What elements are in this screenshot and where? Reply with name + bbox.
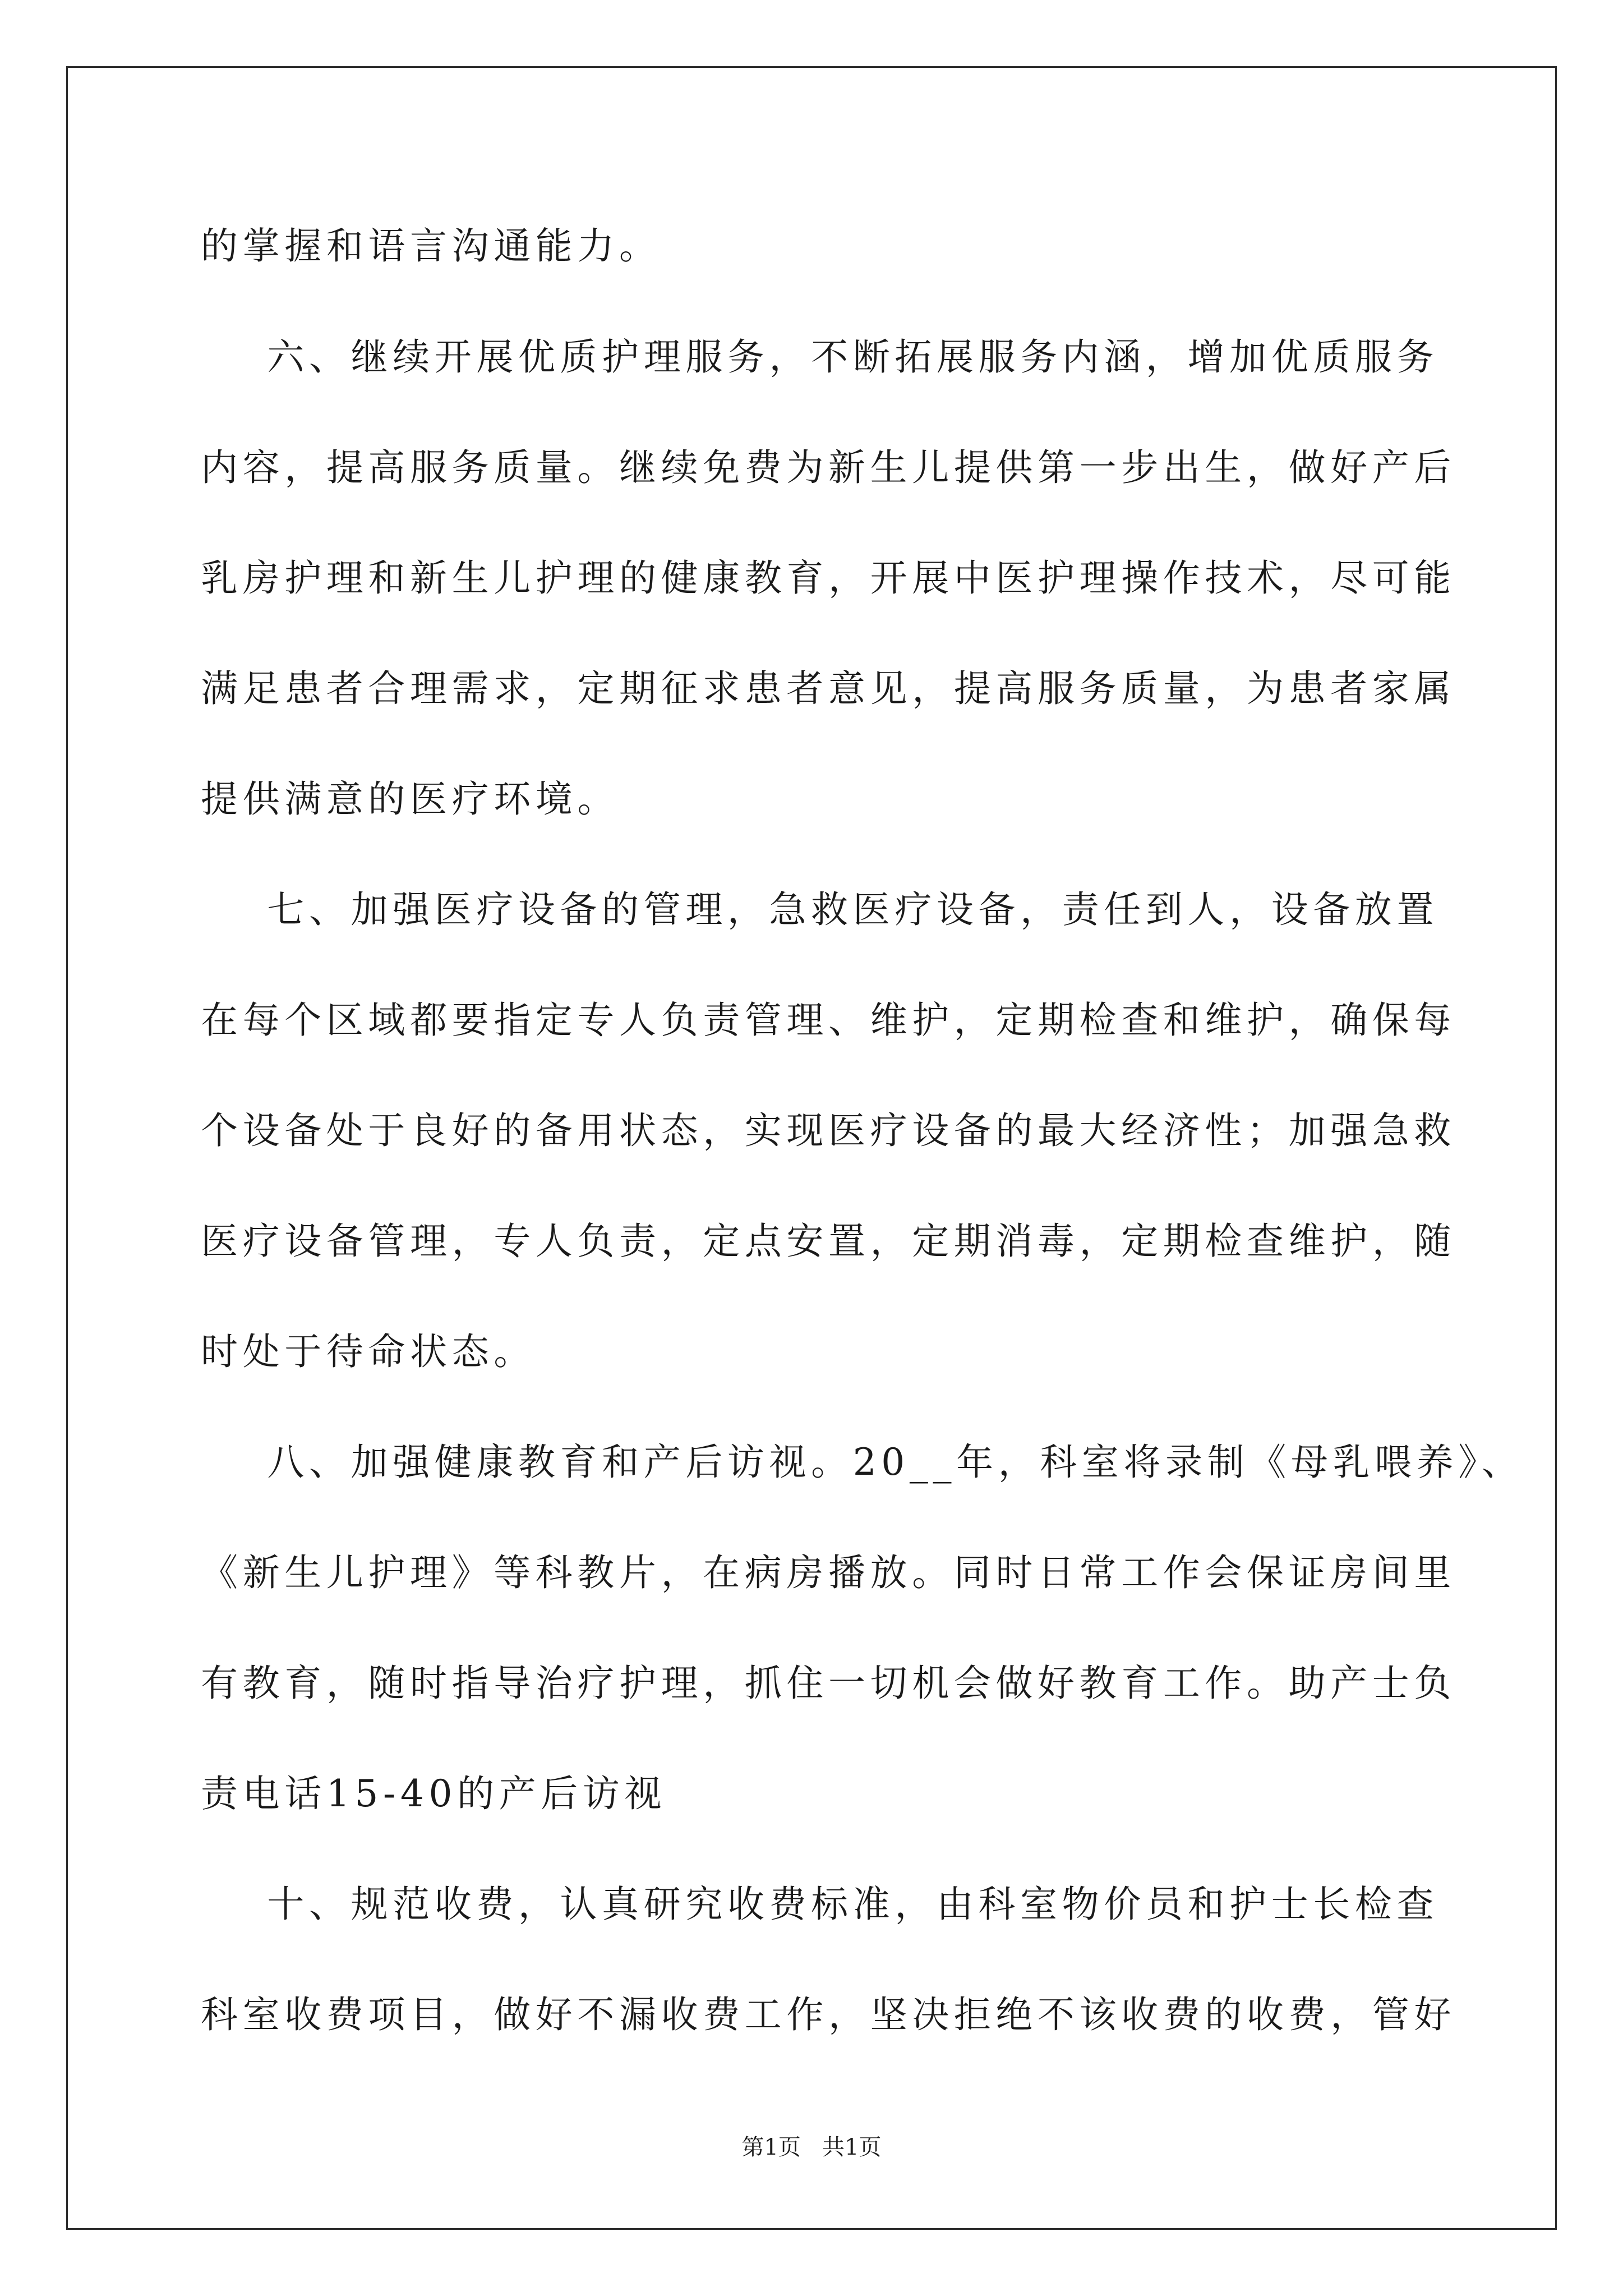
text-line: 八、加强健康教育和产后访视。20__年，科室将录制《母乳喂养》、 (201, 1441, 1524, 1484)
text-line: 的掌握和语言沟通能力。 (201, 224, 661, 268)
text-line: 个设备处于良好的备用状态，实现医疗设备的最大经济性；加强急救 (201, 1109, 1456, 1152)
text-line: 有教育，随时指导治疗护理，抓住一切机会做好教育工作。助产士负 (201, 1662, 1456, 1705)
text-line: 内容，提高服务质量。继续免费为新生儿提供第一步出生，做好产后 (201, 446, 1456, 489)
text-line: 十、规范收费，认真研究收费标准，由科室物价员和护士长检查 (201, 1883, 1439, 1926)
text-line: 时处于待命状态。 (201, 1330, 536, 1373)
text-line: 责电话15-40的产后访视 (201, 1772, 667, 1815)
text-line: 提供满意的医疗环境。 (201, 777, 619, 821)
text-line: 七、加强医疗设备的管理，急救医疗设备，责任到人，设备放置 (201, 888, 1439, 931)
page-number-footer: 第1页 共1页 (741, 2134, 882, 2160)
text-line: 满足患者合理需求，定期征求患者意见，提高服务质量，为患者家属 (201, 667, 1456, 710)
text-line: 乳房护理和新生儿护理的健康教育，开展中医护理操作技术，尽可能 (201, 556, 1456, 600)
text-line: 在每个区域都要指定专人负责管理、维护，定期检查和维护，确保每 (201, 999, 1456, 1042)
text-line: 医疗设备管理，专人负责，定点安置，定期消毒，定期检查维护，随 (201, 1220, 1456, 1263)
text-line: 《新生儿护理》等科教片，在病房播放。同时日常工作会保证房间里 (201, 1551, 1456, 1594)
text-line: 六、继续开展优质护理服务，不断拓展服务内涵，增加优质服务 (201, 335, 1439, 379)
text-line: 科室收费项目，做好不漏收费工作，坚决拒绝不该收费的收费，管好 (201, 1993, 1456, 2036)
